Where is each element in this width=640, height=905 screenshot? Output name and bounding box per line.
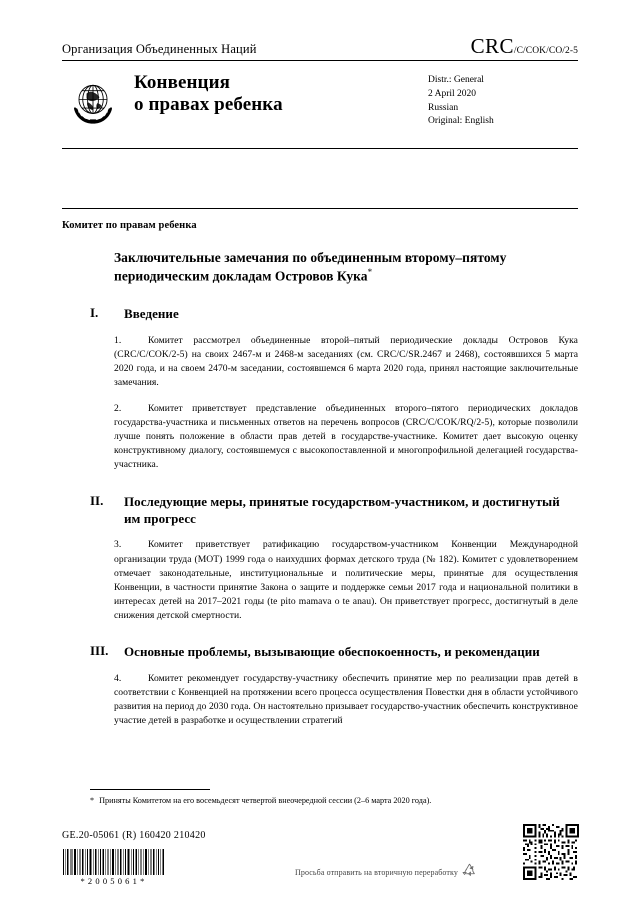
document-symbol-prefix: CRC xyxy=(470,34,514,58)
section-heading-iii xyxy=(90,643,578,660)
paragraph-text-4: Комитет рекомендует государству-участнику обеспечить принятие мер по реализации прав детей в соответствии с Конвенцией на протяжении всего процесса осуществления Повестки дня в области устойчивого развития на период до 2030 года. Он настоятельно призывает государство-участник обеспечить конструктивное участие детей в разработке и осуществлении стратегий xyxy=(114,672,578,727)
paragraph-4 xyxy=(114,672,578,729)
document-content xyxy=(62,220,578,729)
barcode-block xyxy=(62,849,166,886)
paragraph-number-3: 3. xyxy=(114,539,122,551)
section-number-ii: II. xyxy=(90,492,104,508)
footnote-mark: * xyxy=(90,796,95,805)
section-number-i: I. xyxy=(90,305,99,321)
recycle-icon xyxy=(462,862,477,882)
qr-code-icon xyxy=(523,824,579,880)
paragraph-1 xyxy=(114,334,578,391)
paragraph-number-2: 2. xyxy=(114,402,122,414)
section-heading-i xyxy=(90,305,578,322)
section-title-ii: Последующие меры, принятые государством-участником, и достигнутый им прогресс xyxy=(124,493,560,526)
convention-title-line1: Конвенция xyxy=(134,72,230,93)
recycle-text: Просьба отправить на вторичную переработку xyxy=(295,867,458,877)
un-emblem-icon xyxy=(66,74,120,128)
recycle-note xyxy=(295,862,477,882)
distribution-block xyxy=(428,74,578,129)
footnote xyxy=(90,795,570,806)
organization-name: Организация Объединенных Наций xyxy=(62,42,257,57)
masthead xyxy=(62,36,578,156)
committee-name: Комитет по правам ребенка xyxy=(62,220,197,231)
masthead-top-row xyxy=(62,36,578,60)
paragraph-number-1: 1. xyxy=(114,334,122,346)
masthead-rule-top xyxy=(62,60,578,61)
paragraph-text-1: Комитет рассмотрел объединенные второй–пятый периодические доклады Островов Кука (CRC/C/COK/2-5) на своих 2467-м и 2468-м заседаниях (см. CRC/C/SR.2467 и 2468), состоявшихся 5 марта 2020 года, и на своем 2470-м заседании, состоявшемся 6 марта 2020 года, принял настоящие заключительные замечания. xyxy=(114,334,578,389)
page-title xyxy=(114,249,578,285)
barcode-number: *2005061* xyxy=(80,876,148,886)
distribution-date: 2 April 2020 xyxy=(428,88,477,99)
paragraph-3 xyxy=(114,538,578,623)
paragraph-2 xyxy=(114,402,578,473)
masthead-body-row xyxy=(62,70,578,156)
document-symbol xyxy=(471,36,578,57)
footnote-separator xyxy=(90,789,210,790)
job-number: GE.20-05061 (R) 160420 210420 xyxy=(62,830,206,841)
footnote-text: Приняты Комитетом на его восемьдесят четвертой внеочередной сессии (2–6 марта 2020 года). xyxy=(99,796,432,805)
paragraph-text-2: Комитет приветствует представление объединенных второго–пятого периодических докладов государства-участника и письменных ответов на перечень вопросов (CRC/C/COK/RQ/2-5), которые позволили лучше понять положение в области прав детей в государстве-участнике. Комитет дает высокую оценку конструктивному диалогу, состоявшемуся с высокопоставленной и многопрофильной делегацией государства-участника. xyxy=(114,402,578,471)
distribution-original: Original: English xyxy=(428,116,494,127)
page-title-text: Заключительные замечания по объединенным второму–пятому периодическим докладам Островов Кука xyxy=(114,250,507,284)
section-number-iii: III. xyxy=(90,643,109,659)
paragraph-number-4: 4. xyxy=(114,672,122,684)
section-heading-ii xyxy=(90,493,578,528)
content-rule-top xyxy=(62,208,578,209)
section-title-i: Введение xyxy=(124,306,179,322)
paragraph-text-3: Комитет приветствует ратификацию государством-участником Конвенции Международной организации труда (МОТ) 1999 года о наихудших формах детского труда (№ 182). Комитет с удовлетворением отмечает законодательные, институциональные и политические меры, принятые для осуществления Конвенции, в частности принятие Закона о защите и поддержке семьи 2017 года и национальной политики в интересах детей на 2017–2021 годы (te pito mamava o te anau). Он приветствует прогресс, достигнутый в деле снижения детской смертности. xyxy=(114,539,578,622)
masthead-rule-bottom xyxy=(62,148,578,149)
distribution-language: Russian xyxy=(428,102,459,113)
section-title-iii: Основные проблемы, вызывающие обеспокоенность, и рекомендации xyxy=(124,644,540,660)
page-title-footnote-mark: * xyxy=(367,266,373,277)
document-symbol-suffix: /C/COK/CO/2-5 xyxy=(513,46,578,56)
barcode-icon xyxy=(62,849,166,875)
distribution-type: Distr.: General xyxy=(428,75,484,85)
convention-title xyxy=(134,72,283,117)
convention-title-line2: о правах ребенка xyxy=(134,94,283,116)
